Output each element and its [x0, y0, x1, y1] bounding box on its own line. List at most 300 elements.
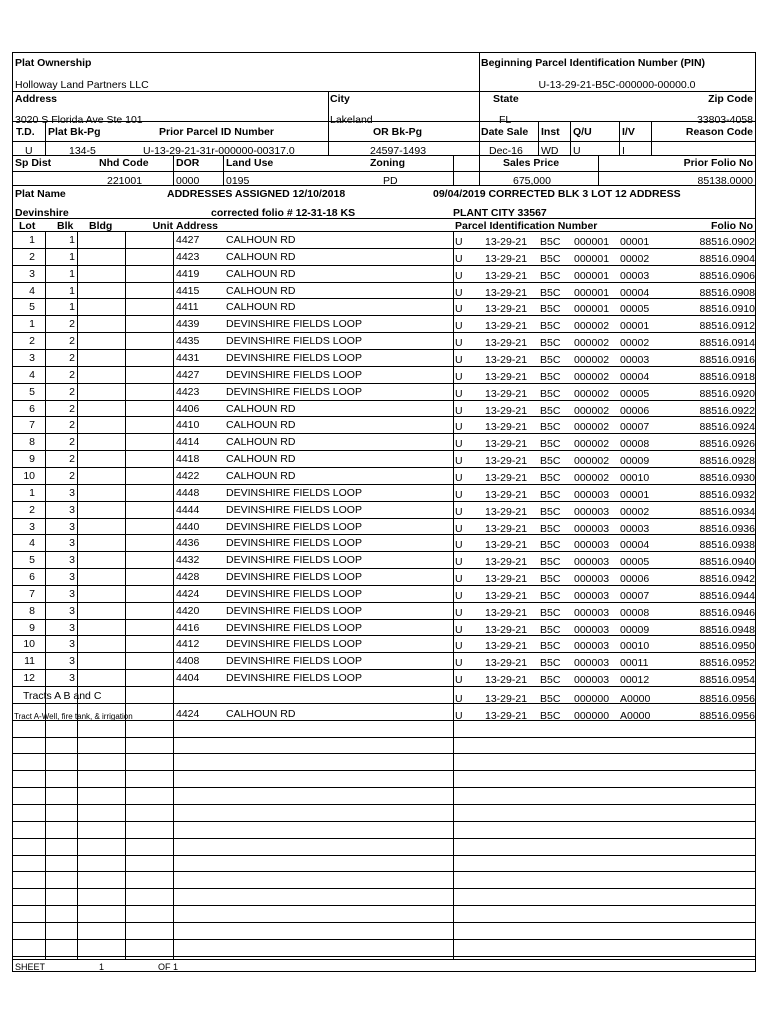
row-str: 13-29-21 — [485, 337, 528, 350]
row-folio: 88516.0944 — [699, 589, 755, 602]
row-td: U — [455, 303, 463, 316]
row-street: CALHOUN RD — [226, 469, 296, 482]
row-house-number: 4444 — [176, 503, 200, 516]
row-street: DEVINSHIRE FIELDS LOOP — [226, 503, 362, 516]
row-block: 000003 — [574, 674, 610, 687]
row-lot-number: 00004 — [620, 370, 650, 383]
pin-label: Beginning Parcel Identification Number (PIN) — [481, 57, 706, 69]
row-lot-number: 00009 — [620, 623, 650, 636]
row-house-number: 4427 — [176, 234, 200, 246]
row-house-number: 4448 — [176, 486, 200, 499]
platname-value: Devinshire — [15, 207, 69, 219]
row-str: 13-29-21 — [485, 438, 528, 451]
row-lot: 1 — [29, 234, 35, 246]
row-sub: B5C — [540, 539, 561, 552]
row-str: 13-29-21 — [485, 556, 528, 569]
row-street: DEVINSHIRE FIELDS LOOP — [226, 655, 362, 668]
row-lot-number: 00011 — [620, 657, 649, 670]
platbkpg-value: 134-5 — [69, 145, 96, 157]
tracts-sub: B5C — [540, 693, 561, 705]
row-blk: 2 — [69, 469, 75, 482]
city-value: Lakeland — [330, 114, 373, 126]
row-folio: 88516.0940 — [699, 556, 755, 569]
row-sub: B5C — [540, 370, 561, 383]
address-label: Address — [15, 93, 58, 105]
row-td: U — [455, 286, 463, 299]
row-str: 13-29-21 — [485, 589, 528, 602]
row-lot-number: 00005 — [620, 387, 650, 400]
zoning-value: PD — [383, 175, 398, 187]
row-blk: 3 — [69, 503, 75, 516]
row-folio: 88516.0938 — [699, 539, 755, 552]
landuse-value: 0195 — [226, 175, 250, 187]
row-blk: 2 — [69, 436, 75, 449]
row-blk: 3 — [69, 621, 75, 634]
pin-value: U-13-29-21-B5C-000000-00000.0 — [538, 79, 696, 91]
row-house-number: 4410 — [176, 419, 200, 432]
note-assigned: ADDRESSES ASSIGNED 12/10/2018 — [167, 188, 346, 200]
row-lot-number: 00001 — [620, 320, 650, 333]
tract-a-lot: A0000 — [620, 710, 651, 722]
plat-ownership-label: Plat Ownership — [15, 57, 92, 69]
plat-ownership-value: Holloway Land Partners LLC — [15, 79, 149, 91]
row-house-number: 4415 — [176, 284, 200, 297]
row-street: DEVINSHIRE FIELDS LOOP — [226, 537, 362, 550]
row-lot: 2 — [29, 250, 35, 263]
rule — [453, 155, 454, 185]
tract-a-sub: B5C — [540, 710, 561, 722]
rule — [619, 121, 620, 155]
reason-label: Reason Code — [685, 126, 753, 138]
row-blk: 3 — [69, 537, 75, 550]
row-lot: 10 — [23, 469, 35, 482]
row-house-number: 4419 — [176, 267, 200, 280]
row-street: DEVINSHIRE FIELDS LOOP — [226, 520, 362, 533]
row-str: 13-29-21 — [485, 455, 528, 468]
zip-label: Zip Code — [708, 93, 753, 105]
tracts-str: 13-29-21 — [485, 693, 528, 705]
row-str: 13-29-21 — [485, 488, 528, 501]
row-sub: B5C — [540, 505, 561, 518]
row-block: 000002 — [574, 354, 610, 366]
row-folio: 88516.0950 — [699, 640, 755, 653]
row-block: 000001 — [574, 236, 610, 248]
platbkpg-label: Plat Bk-Pg — [48, 126, 101, 138]
row-td: U — [455, 421, 463, 434]
row-lot: 11 — [24, 655, 35, 668]
row-td: U — [455, 623, 463, 636]
tracts-lot: A0000 — [620, 693, 651, 705]
row-sub: B5C — [540, 556, 561, 569]
row-sub: B5C — [540, 303, 561, 316]
row-blk: 2 — [69, 352, 75, 364]
row-street: DEVINSHIRE FIELDS LOOP — [226, 571, 362, 583]
row-td: U — [455, 539, 463, 552]
row-sub: B5C — [540, 421, 561, 434]
row-house-number: 4411 — [176, 301, 199, 314]
row-td: U — [455, 370, 463, 383]
row-td: U — [455, 252, 463, 265]
row-folio: 88516.0952 — [699, 657, 755, 670]
rule — [45, 121, 46, 155]
row-house-number: 4424 — [176, 587, 200, 600]
col-unit: Unit — [152, 220, 173, 232]
row-sub: B5C — [540, 438, 561, 451]
row-blk: 3 — [69, 520, 75, 533]
row-street: CALHOUN RD — [226, 402, 296, 415]
row-td: U — [455, 455, 463, 468]
row-folio: 88516.0902 — [699, 236, 755, 248]
row-folio: 88516.0934 — [699, 505, 755, 518]
row-lot-number: 00007 — [620, 589, 650, 602]
row-td: U — [455, 236, 463, 248]
row-lot: 6 — [29, 571, 35, 583]
row-lot: 4 — [29, 368, 35, 381]
row-sub: B5C — [540, 320, 561, 333]
spdist-label: Sp Dist — [15, 157, 52, 169]
row-house-number: 4440 — [176, 520, 200, 533]
row-lot-number: 00007 — [620, 421, 650, 434]
row-blk: 2 — [69, 368, 75, 381]
row-street: DEVINSHIRE FIELDS LOOP — [226, 352, 362, 364]
row-blk: 3 — [69, 554, 75, 567]
priorfolio-label: Prior Folio No — [683, 157, 753, 169]
row-house-number: 4428 — [176, 571, 200, 583]
orbkpg-label: OR Bk-Pg — [373, 126, 423, 138]
rule — [13, 91, 755, 92]
row-block: 000001 — [574, 252, 610, 265]
rule — [173, 155, 174, 185]
row-sub: B5C — [540, 573, 561, 585]
row-house-number: 4406 — [176, 402, 200, 415]
nhd-label: Nhd Code — [99, 157, 149, 169]
row-str: 13-29-21 — [485, 252, 528, 265]
row-blk: 3 — [69, 672, 75, 685]
row-folio: 88516.0906 — [699, 269, 755, 282]
row-block: 000003 — [574, 623, 610, 636]
row-lot: 2 — [29, 335, 35, 348]
row-str: 13-29-21 — [485, 505, 528, 518]
row-house-number: 4427 — [176, 368, 200, 381]
row-street: DEVINSHIRE FIELDS LOOP — [226, 638, 362, 651]
inst-label: Inst — [541, 126, 560, 138]
row-lot: 9 — [29, 621, 35, 634]
row-blk: 2 — [69, 385, 75, 398]
plat-sheet — [12, 52, 756, 972]
row-folio: 88516.0926 — [699, 438, 755, 451]
row-lot-number: 00001 — [620, 236, 650, 248]
row-sub: B5C — [540, 657, 561, 670]
row-blk: 1 — [69, 267, 75, 280]
row-lot-number: 00010 — [620, 471, 650, 484]
row-lot-number: 00012 — [620, 674, 650, 687]
row-street: DEVINSHIRE FIELDS LOOP — [226, 486, 362, 499]
tract-a-num: 4424 — [176, 708, 200, 720]
city-label: City — [330, 93, 350, 105]
row-lot-number: 00003 — [620, 522, 650, 535]
row-sub: B5C — [540, 404, 561, 417]
row-block: 000003 — [574, 589, 610, 602]
row-td: U — [455, 674, 463, 687]
row-lot-number: 00008 — [620, 606, 650, 619]
row-str: 13-29-21 — [485, 286, 528, 299]
platname-label: Plat Name — [15, 188, 66, 200]
row-block: 000003 — [574, 606, 610, 619]
row-td: U — [455, 438, 463, 451]
row-lot: 10 — [23, 638, 35, 651]
row-folio: 88516.0930 — [699, 471, 755, 484]
row-folio: 88516.0942 — [699, 573, 755, 585]
row-house-number: 4432 — [176, 554, 200, 567]
row-sub: B5C — [540, 337, 561, 350]
row-lot-number: 00003 — [620, 354, 650, 366]
row-str: 13-29-21 — [485, 404, 528, 417]
row-block: 000003 — [574, 539, 610, 552]
row-blk: 1 — [69, 301, 75, 314]
row-blk: 2 — [69, 402, 75, 415]
row-lot: 9 — [29, 453, 35, 466]
row-folio: 88516.0918 — [699, 370, 755, 383]
row-street: DEVINSHIRE FIELDS LOOP — [226, 672, 362, 685]
row-lot: 7 — [29, 587, 35, 600]
row-sub: B5C — [540, 269, 561, 282]
row-blk: 2 — [69, 318, 75, 331]
row-lot-number: 00008 — [620, 438, 650, 451]
tract-a-td: U — [455, 710, 463, 722]
row-lot-number: 00005 — [620, 303, 650, 316]
zoning-label: Zoning — [370, 157, 405, 169]
rule — [651, 121, 652, 155]
row-block: 000002 — [574, 337, 610, 350]
row-street: CALHOUN RD — [226, 301, 296, 314]
row-house-number: 4416 — [176, 621, 200, 634]
row-td: U — [455, 556, 463, 569]
qu-label: Q/U — [573, 126, 592, 138]
row-folio: 88516.0954 — [699, 674, 755, 687]
row-lot-number: 00010 — [620, 640, 650, 653]
column-rule — [77, 231, 78, 959]
footer-rule — [13, 959, 755, 960]
row-str: 13-29-21 — [485, 573, 528, 585]
row-lot: 5 — [29, 554, 35, 567]
row-str: 13-29-21 — [485, 269, 528, 282]
rule — [223, 155, 224, 185]
row-house-number: 4404 — [176, 672, 200, 685]
column-rule — [173, 231, 174, 959]
row-house-number: 4408 — [176, 655, 200, 668]
row-folio: 88516.0912 — [699, 320, 755, 333]
row-sub: B5C — [540, 471, 561, 484]
row-td: U — [455, 505, 463, 518]
tracts-folio: 88516.0956 — [699, 693, 755, 705]
row-sub: B5C — [540, 606, 561, 619]
row-td: U — [455, 657, 463, 670]
row-str: 13-29-21 — [485, 236, 528, 248]
tract-a-str: 13-29-21 — [485, 710, 528, 722]
row-sub: B5C — [540, 455, 561, 468]
row-lot: 3 — [29, 520, 35, 533]
row-td: U — [455, 589, 463, 602]
tract-a-folio: 88516.0956 — [699, 710, 755, 722]
iv-value: I — [622, 145, 625, 157]
row-street: CALHOUN RD — [226, 453, 296, 466]
row-lot: 3 — [29, 267, 35, 280]
row-str: 13-29-21 — [485, 522, 528, 535]
row-house-number: 4423 — [176, 385, 200, 398]
row-td: U — [455, 354, 463, 366]
row-lot-number: 00001 — [620, 488, 650, 501]
prior-parcel-value: U-13-29-21-31r-000000-00317.0 — [143, 145, 295, 157]
row-blk: 3 — [69, 655, 75, 668]
row-folio: 88516.0904 — [699, 252, 755, 265]
row-td: U — [455, 522, 463, 535]
row-block: 000003 — [574, 488, 610, 501]
salesprice-value: 675,000 — [513, 175, 551, 187]
row-str: 13-29-21 — [485, 606, 528, 619]
row-lot: 3 — [29, 352, 35, 364]
row-lot-number: 00009 — [620, 455, 650, 468]
row-house-number: 4439 — [176, 318, 200, 331]
row-str: 13-29-21 — [485, 539, 528, 552]
row-street: DEVINSHIRE FIELDS LOOP — [226, 604, 362, 617]
row-house-number: 4423 — [176, 250, 200, 263]
row-blk: 3 — [69, 486, 75, 499]
td-label: T.D. — [16, 126, 35, 138]
sheet-number: 1 — [99, 962, 105, 972]
row-house-number: 4422 — [176, 469, 200, 482]
row-sub: B5C — [540, 674, 561, 687]
row-house-number: 4435 — [176, 335, 200, 348]
row-folio: 88516.0920 — [699, 387, 755, 400]
row-sub: B5C — [540, 354, 561, 366]
row-street: CALHOUN RD — [226, 419, 296, 432]
rule — [598, 155, 599, 185]
row-lot-number: 00006 — [620, 573, 650, 585]
datesale-label: Date Sale — [481, 126, 529, 138]
col-address: Address — [176, 220, 219, 232]
row-td: U — [455, 269, 463, 282]
row-str: 13-29-21 — [485, 640, 528, 653]
row-blk: 1 — [69, 284, 75, 297]
row-td: U — [455, 337, 463, 350]
row-lot-number: 00004 — [620, 286, 650, 299]
row-block: 000002 — [574, 370, 610, 383]
row-street: DEVINSHIRE FIELDS LOOP — [226, 621, 362, 634]
row-block: 000002 — [574, 421, 610, 434]
col-blk: Blk — [57, 220, 74, 232]
row-block: 000002 — [574, 320, 610, 333]
row-street: DEVINSHIRE FIELDS LOOP — [226, 318, 362, 331]
row-td: U — [455, 606, 463, 619]
row-house-number: 4431 — [176, 352, 200, 364]
row-house-number: 4414 — [176, 436, 200, 449]
row-block: 000002 — [574, 455, 610, 468]
row-folio: 88516.0928 — [699, 455, 755, 468]
prior-parcel-label: Prior Parcel ID Number — [159, 126, 274, 138]
row-sub: B5C — [540, 623, 561, 636]
row-block: 000002 — [574, 387, 610, 400]
rule — [13, 141, 755, 142]
row-street: DEVINSHIRE FIELDS LOOP — [226, 385, 362, 398]
row-td: U — [455, 404, 463, 417]
row-block: 000003 — [574, 640, 610, 653]
row-lot-number: 00003 — [620, 269, 650, 282]
row-td: U — [455, 471, 463, 484]
row-str: 13-29-21 — [485, 623, 528, 636]
row-block: 000001 — [574, 269, 610, 282]
row-folio: 88516.0910 — [699, 303, 755, 316]
row-sub: B5C — [540, 589, 561, 602]
row-folio: 88516.0932 — [699, 488, 755, 501]
row-td: U — [455, 387, 463, 400]
td-value: U — [25, 145, 33, 157]
row-lot: 1 — [29, 486, 35, 499]
col-folio: Folio No — [711, 220, 753, 232]
row-street: DEVINSHIRE FIELDS LOOP — [226, 368, 362, 381]
row-folio: 88516.0914 — [699, 337, 755, 350]
row-sub: B5C — [540, 488, 561, 501]
row-lot: 2 — [29, 503, 35, 516]
row-block: 000003 — [574, 505, 610, 518]
note-city: PLANT CITY 33567 — [453, 207, 547, 219]
row-block: 000003 — [574, 556, 610, 569]
salesprice-label: Sales Price — [503, 157, 560, 169]
row-str: 13-29-21 — [485, 303, 528, 316]
note-corrected: corrected folio # 12-31-18 KS — [211, 207, 356, 219]
row-blk: 3 — [69, 587, 75, 600]
row-lot: 5 — [29, 301, 35, 314]
qu-value: U — [573, 145, 581, 157]
row-street: CALHOUN RD — [226, 284, 296, 297]
column-rule — [453, 231, 454, 959]
state-label: State — [493, 93, 519, 105]
row-house-number: 4420 — [176, 604, 200, 617]
row-street: CALHOUN RD — [226, 250, 296, 263]
row-str: 13-29-21 — [485, 320, 528, 333]
row-street: DEVINSHIRE FIELDS LOOP — [226, 335, 362, 348]
col-lot: Lot — [19, 220, 36, 232]
row-folio: 88516.0946 — [699, 606, 755, 619]
column-rule — [125, 231, 126, 959]
row-block: 000001 — [574, 303, 610, 316]
row-street: CALHOUN RD — [226, 267, 296, 280]
row-block: 000002 — [574, 438, 610, 451]
row-block: 000002 — [574, 471, 610, 484]
row-td: U — [455, 320, 463, 333]
row-lot: 8 — [29, 604, 35, 617]
address-value: 3020 S Florida Ave Ste 101 — [15, 114, 143, 126]
row-str: 13-29-21 — [485, 354, 528, 366]
orbkpg-value: 24597-1493 — [370, 145, 427, 157]
row-lot: 4 — [29, 537, 35, 550]
row-blk: 2 — [69, 453, 75, 466]
note-corrected-blk: 09/04/2019 CORRECTED BLK 3 LOT 12 ADDRESS — [433, 188, 681, 200]
row-folio: 88516.0922 — [699, 404, 755, 417]
row-folio: 88516.0936 — [699, 522, 755, 535]
rule — [13, 171, 755, 172]
row-td: U — [455, 573, 463, 585]
row-blk: 3 — [69, 638, 75, 651]
row-blk: 2 — [69, 419, 75, 432]
rule — [328, 121, 329, 155]
row-house-number: 4418 — [176, 453, 200, 466]
row-lot-number: 00005 — [620, 556, 650, 569]
row-block: 000003 — [574, 522, 610, 535]
row-street: DEVINSHIRE FIELDS LOOP — [226, 587, 362, 600]
row-lot-number: 00006 — [620, 404, 650, 417]
col-bldg: Bldg — [89, 220, 113, 232]
row-block: 000001 — [574, 286, 610, 299]
